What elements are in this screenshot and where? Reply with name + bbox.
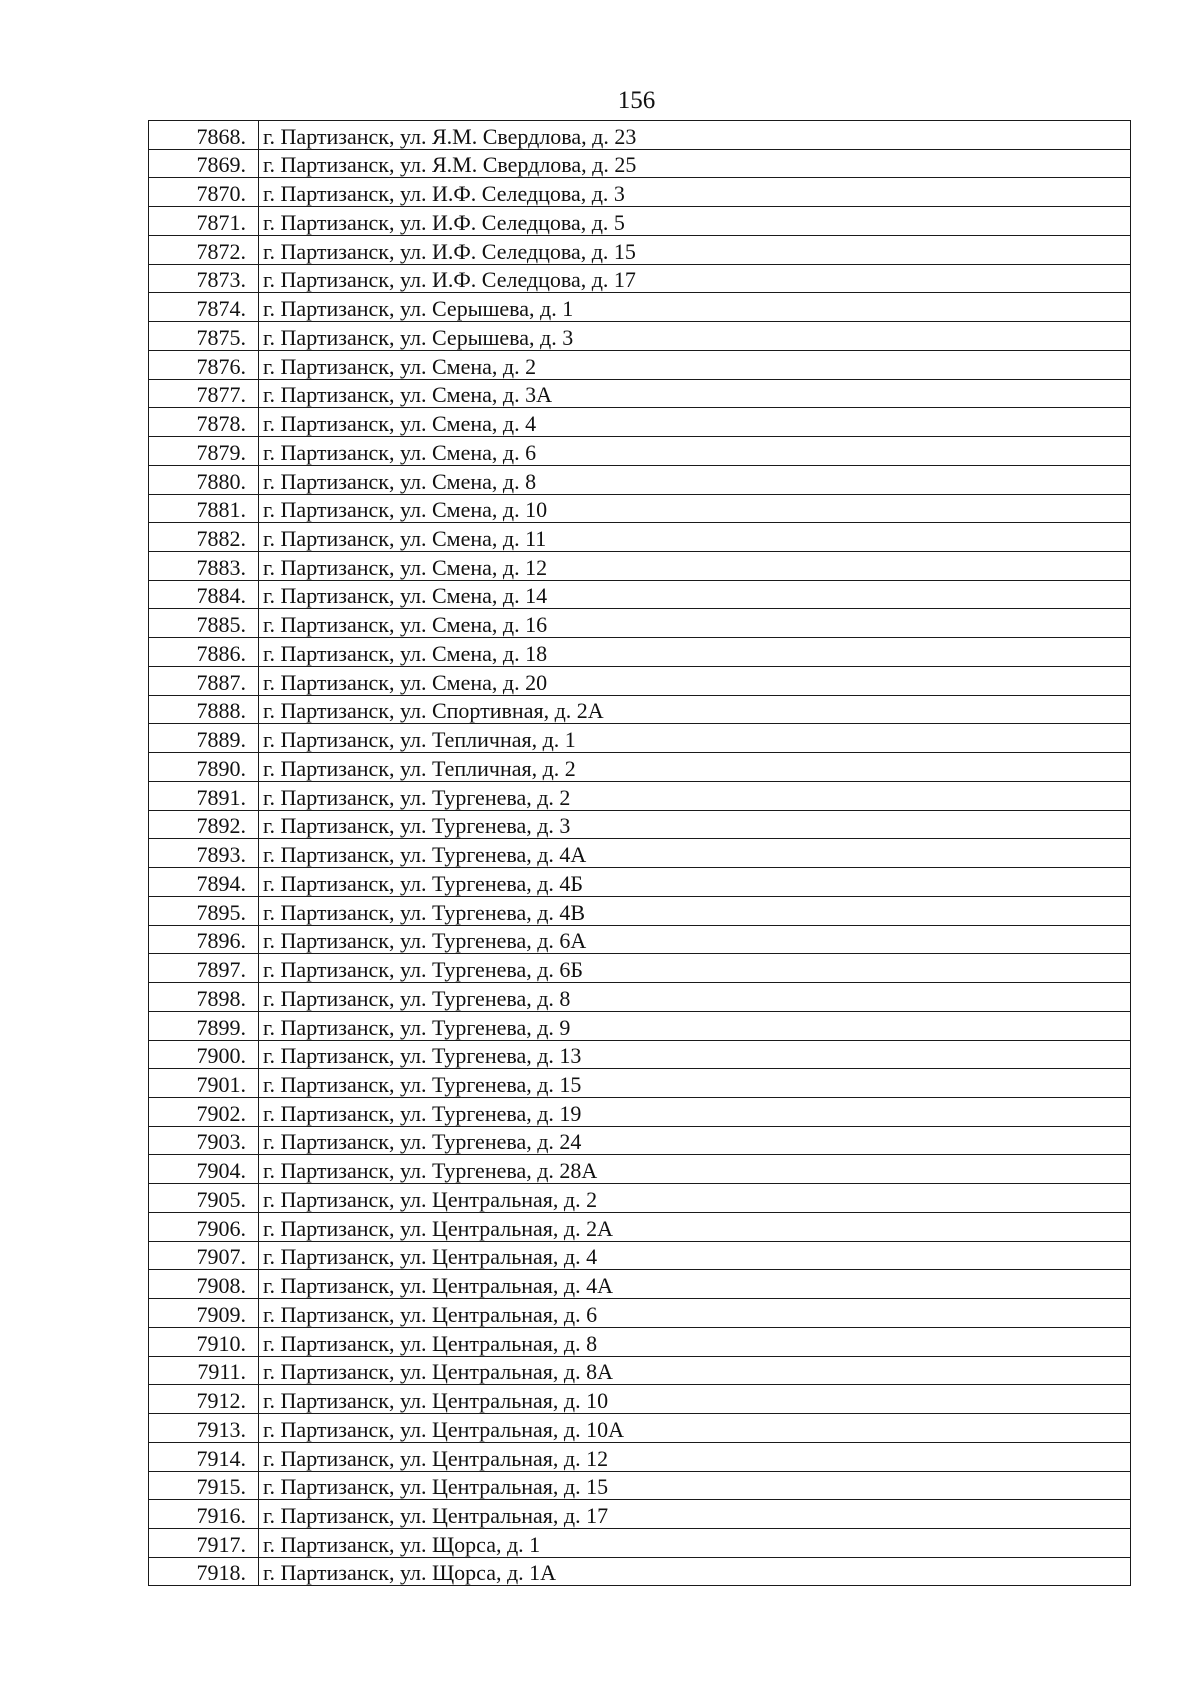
address-cell: г. Партизанск, ул. Тургенева, д. 4А — [259, 839, 1131, 868]
row-number-cell: 7886. — [149, 638, 259, 667]
table-row — [149, 896, 1131, 925]
row-number-cell: 7913. — [149, 1414, 259, 1443]
table-row — [149, 1356, 1131, 1385]
table-row — [149, 293, 1131, 322]
row-number-cell: 7910. — [149, 1327, 259, 1356]
table-row — [149, 666, 1131, 695]
row-number-cell: 7916. — [149, 1500, 259, 1529]
address-cell: г. Партизанск, ул. Тургенева, д. 4В — [259, 896, 1131, 925]
address-cell: г. Партизанск, ул. Смена, д. 10 — [259, 494, 1131, 523]
table-row — [149, 350, 1131, 379]
row-number-cell: 7914. — [149, 1442, 259, 1471]
table-row — [149, 983, 1131, 1012]
row-number-cell: 7877. — [149, 379, 259, 408]
table-row — [149, 1212, 1131, 1241]
row-number-cell: 7911. — [149, 1356, 259, 1385]
row-number-cell: 7907. — [149, 1241, 259, 1270]
address-cell: г. Партизанск, ул. Тургенева, д. 13 — [259, 1040, 1131, 1069]
row-number-cell: 7898. — [149, 983, 259, 1012]
table-row — [149, 609, 1131, 638]
row-number-cell: 7895. — [149, 896, 259, 925]
address-cell: г. Партизанск, ул. Центральная, д. 10 — [259, 1385, 1131, 1414]
table-row — [149, 1500, 1131, 1529]
table-row — [149, 494, 1131, 523]
table-row — [149, 1414, 1131, 1443]
table-row — [149, 1126, 1131, 1155]
address-table — [148, 120, 1131, 1586]
table-row — [149, 954, 1131, 983]
row-number-cell: 7905. — [149, 1184, 259, 1213]
address-cell: г. Партизанск, ул. Тургенева, д. 9 — [259, 1011, 1131, 1040]
table-row — [149, 1241, 1131, 1270]
table-row — [149, 379, 1131, 408]
address-cell: г. Партизанск, ул. И.Ф. Селедцова, д. 15 — [259, 235, 1131, 264]
address-cell: г. Партизанск, ул. Центральная, д. 15 — [259, 1471, 1131, 1500]
address-cell: г. Партизанск, ул. Центральная, д. 10А — [259, 1414, 1131, 1443]
row-number-cell: 7869. — [149, 149, 259, 178]
row-number-cell: 7909. — [149, 1299, 259, 1328]
row-number-cell: 7882. — [149, 523, 259, 552]
row-number-cell: 7872. — [149, 235, 259, 264]
address-cell: г. Партизанск, ул. Тургенева, д. 24 — [259, 1126, 1131, 1155]
address-cell: г. Партизанск, ул. И.Ф. Селедцова, д. 3 — [259, 178, 1131, 207]
row-number-cell: 7897. — [149, 954, 259, 983]
address-cell: г. Партизанск, ул. Смена, д. 18 — [259, 638, 1131, 667]
row-number-cell: 7890. — [149, 753, 259, 782]
address-cell: г. Партизанск, ул. Центральная, д. 4А — [259, 1270, 1131, 1299]
table-row — [149, 437, 1131, 466]
table-row — [149, 1327, 1131, 1356]
address-cell: г. Партизанск, ул. Центральная, д. 6 — [259, 1299, 1131, 1328]
table-row — [149, 1557, 1131, 1586]
row-number-cell: 7871. — [149, 207, 259, 236]
row-number-cell: 7908. — [149, 1270, 259, 1299]
table-row — [149, 781, 1131, 810]
address-cell: г. Партизанск, ул. Тургенева, д. 28А — [259, 1155, 1131, 1184]
address-cell: г. Партизанск, ул. Центральная, д. 4 — [259, 1241, 1131, 1270]
table-row — [149, 1471, 1131, 1500]
address-cell: г. Партизанск, ул. Смена, д. 3А — [259, 379, 1131, 408]
row-number-cell: 7915. — [149, 1471, 259, 1500]
table-row — [149, 1097, 1131, 1126]
row-number-cell: 7896. — [149, 925, 259, 954]
address-cell: г. Партизанск, ул. Щорса, д. 1А — [259, 1557, 1131, 1586]
address-cell: г. Партизанск, ул. Тургенева, д. 6А — [259, 925, 1131, 954]
row-number-cell: 7878. — [149, 408, 259, 437]
address-cell: г. Партизанск, ул. Тургенева, д. 4Б — [259, 868, 1131, 897]
table-row — [149, 1299, 1131, 1328]
row-number-cell: 7918. — [149, 1557, 259, 1586]
address-cell: г. Партизанск, ул. Тепличная, д. 2 — [259, 753, 1131, 782]
address-cell: г. Партизанск, ул. Тургенева, д. 3 — [259, 810, 1131, 839]
table-row — [149, 207, 1131, 236]
table-row — [149, 1270, 1131, 1299]
address-cell: г. Партизанск, ул. Смена, д. 2 — [259, 350, 1131, 379]
table-row — [149, 1184, 1131, 1213]
page-number: 156 — [617, 87, 656, 114]
address-cell: г. Партизанск, ул. Центральная, д. 8 — [259, 1327, 1131, 1356]
table-row — [149, 408, 1131, 437]
row-number-cell: 7873. — [149, 264, 259, 293]
table-row — [149, 322, 1131, 351]
table-row — [149, 839, 1131, 868]
row-number-cell: 7887. — [149, 666, 259, 695]
table-row — [149, 868, 1131, 897]
address-cell: г. Партизанск, ул. Смена, д. 16 — [259, 609, 1131, 638]
table-row — [149, 695, 1131, 724]
row-number-cell: 7885. — [149, 609, 259, 638]
address-cell: г. Партизанск, ул. Центральная, д. 2 — [259, 1184, 1131, 1213]
table-row — [149, 724, 1131, 753]
address-cell: г. Партизанск, ул. Смена, д. 11 — [259, 523, 1131, 552]
row-number-cell: 7899. — [149, 1011, 259, 1040]
table-row — [149, 149, 1131, 178]
table-row — [149, 1528, 1131, 1557]
row-number-cell: 7888. — [149, 695, 259, 724]
table-row — [149, 523, 1131, 552]
table-row — [149, 1069, 1131, 1098]
address-table-body — [149, 121, 1131, 1586]
address-cell: г. Партизанск, ул. Тургенева, д. 8 — [259, 983, 1131, 1012]
address-cell: г. Партизанск, ул. Серышева, д. 3 — [259, 322, 1131, 351]
address-cell: г. Партизанск, ул. Тепличная, д. 1 — [259, 724, 1131, 753]
address-cell: г. Партизанск, ул. Смена, д. 4 — [259, 408, 1131, 437]
table-row — [149, 121, 1131, 150]
table-row — [149, 465, 1131, 494]
row-number-cell: 7906. — [149, 1212, 259, 1241]
address-cell: г. Партизанск, ул. Тургенева, д. 6Б — [259, 954, 1131, 983]
row-number-cell: 7868. — [149, 121, 259, 150]
address-cell: г. Партизанск, ул. Тургенева, д. 15 — [259, 1069, 1131, 1098]
table-row — [149, 925, 1131, 954]
address-cell: г. Партизанск, ул. Центральная, д. 12 — [259, 1442, 1131, 1471]
table-row — [149, 264, 1131, 293]
row-number-cell: 7892. — [149, 810, 259, 839]
row-number-cell: 7883. — [149, 552, 259, 581]
address-cell: г. Партизанск, ул. Тургенева, д. 2 — [259, 781, 1131, 810]
row-number-cell: 7893. — [149, 839, 259, 868]
table-row — [149, 552, 1131, 581]
table-row — [149, 1040, 1131, 1069]
row-number-cell: 7901. — [149, 1069, 259, 1098]
table-row — [149, 1442, 1131, 1471]
row-number-cell: 7870. — [149, 178, 259, 207]
row-number-cell: 7894. — [149, 868, 259, 897]
table-row — [149, 753, 1131, 782]
row-number-cell: 7880. — [149, 465, 259, 494]
table-row — [149, 178, 1131, 207]
row-number-cell: 7884. — [149, 580, 259, 609]
row-number-cell: 7891. — [149, 781, 259, 810]
row-number-cell: 7889. — [149, 724, 259, 753]
table-row — [149, 1385, 1131, 1414]
row-number-cell: 7904. — [149, 1155, 259, 1184]
row-number-cell: 7912. — [149, 1385, 259, 1414]
row-number-cell: 7900. — [149, 1040, 259, 1069]
address-cell: г. Партизанск, ул. Смена, д. 12 — [259, 552, 1131, 581]
table-row — [149, 1011, 1131, 1040]
table-row — [149, 235, 1131, 264]
address-cell: г. Партизанск, ул. И.Ф. Селедцова, д. 17 — [259, 264, 1131, 293]
table-row — [149, 810, 1131, 839]
row-number-cell: 7902. — [149, 1097, 259, 1126]
address-cell: г. Партизанск, ул. Тургенева, д. 19 — [259, 1097, 1131, 1126]
address-cell: г. Партизанск, ул. И.Ф. Селедцова, д. 5 — [259, 207, 1131, 236]
row-number-cell: 7875. — [149, 322, 259, 351]
address-cell: г. Партизанск, ул. Смена, д. 14 — [259, 580, 1131, 609]
address-cell: г. Партизанск, ул. Смена, д. 6 — [259, 437, 1131, 466]
address-cell: г. Партизанск, ул. Я.М. Свердлова, д. 25 — [259, 149, 1131, 178]
address-cell: г. Партизанск, ул. Центральная, д. 8А — [259, 1356, 1131, 1385]
row-number-cell: 7917. — [149, 1528, 259, 1557]
address-cell: г. Партизанск, ул. Щорса, д. 1 — [259, 1528, 1131, 1557]
address-cell: г. Партизанск, ул. Я.М. Свердлова, д. 23 — [259, 121, 1131, 150]
row-number-cell: 7903. — [149, 1126, 259, 1155]
row-number-cell: 7881. — [149, 494, 259, 523]
table-row — [149, 580, 1131, 609]
table-row — [149, 1155, 1131, 1184]
row-number-cell: 7874. — [149, 293, 259, 322]
row-number-cell: 7876. — [149, 350, 259, 379]
address-cell: г. Партизанск, ул. Спортивная, д. 2А — [259, 695, 1131, 724]
address-cell: г. Партизанск, ул. Серышева, д. 1 — [259, 293, 1131, 322]
address-cell: г. Партизанск, ул. Смена, д. 20 — [259, 666, 1131, 695]
address-cell: г. Партизанск, ул. Смена, д. 8 — [259, 465, 1131, 494]
address-cell: г. Партизанск, ул. Центральная, д. 2А — [259, 1212, 1131, 1241]
address-cell: г. Партизанск, ул. Центральная, д. 17 — [259, 1500, 1131, 1529]
row-number-cell: 7879. — [149, 437, 259, 466]
table-row — [149, 638, 1131, 667]
